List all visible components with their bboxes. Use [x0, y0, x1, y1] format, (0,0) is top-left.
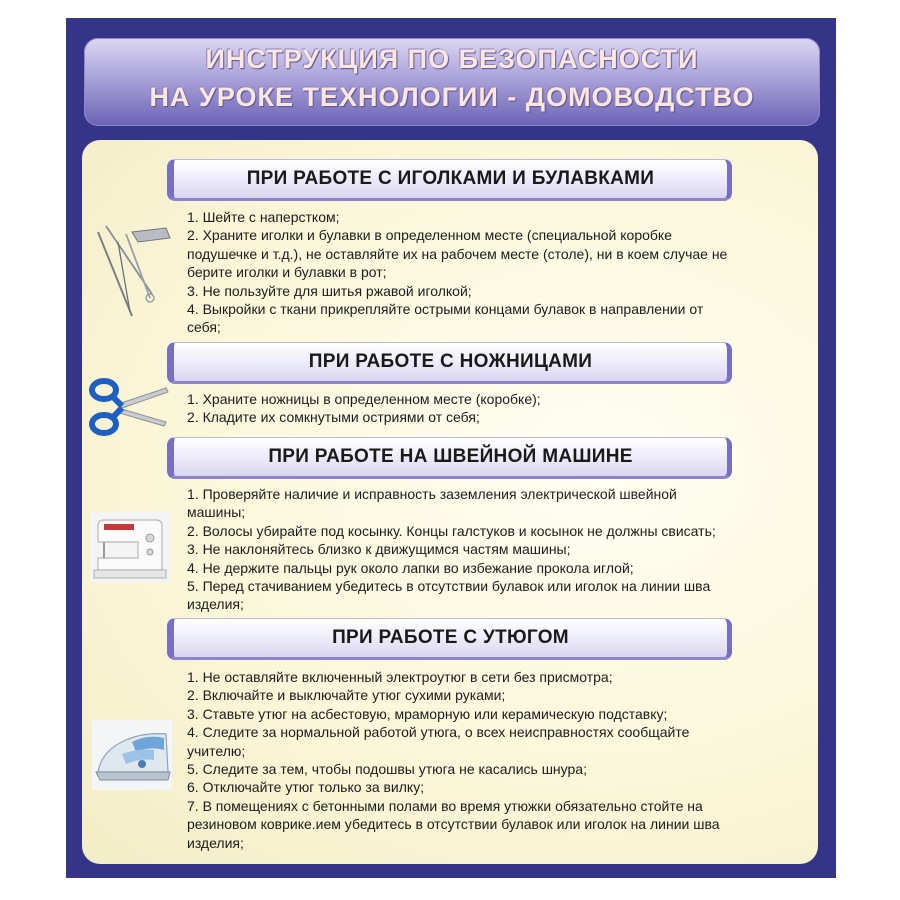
- section-heading-iron: ПРИ РАБОТЕ С УТЮГОМ: [167, 618, 732, 660]
- needles-and-pins-icon: [92, 212, 176, 327]
- rule-line: учителю;: [187, 742, 246, 759]
- rule-line: 4. Выкройки с ткани прикрепляйте острыми концами булавок в направлении от: [187, 301, 704, 318]
- rule-line: 2. Волосы убирайте под косынку. Концы галстуков и косынок не должны свисать;: [187, 522, 716, 539]
- rule-line: 5. Перед стачиванием убедитесь в отсутствии булавок или иголок на линии шва: [187, 578, 711, 595]
- sewing-machine-icon: [90, 512, 170, 587]
- rule-line: подушечке и т.д.), не оставляйте их на рабочем месте (столе), ни в коем случае не: [187, 245, 728, 262]
- section-heading-scissors: ПРИ РАБОТЕ С НОЖНИЦАМИ: [167, 342, 732, 384]
- rule-line: машины;: [187, 504, 246, 521]
- rule-line: себя;: [187, 319, 221, 336]
- section-text-iron: [187, 668, 812, 852]
- rule-line: изделия;: [187, 834, 244, 851]
- rule-line: 4. Не держите пальцы рук около лапки во избежание прокола иглой;: [187, 559, 634, 576]
- scissors-icon: [88, 374, 170, 445]
- rule-line: 1. Не оставляйте включенный электроутюг в сети без присмотра;: [187, 669, 613, 685]
- rule-line: 1. Шейте с наперстком;: [187, 209, 340, 225]
- rule-line: 1. Проверяйте наличие и исправность заземления электрической швейной: [187, 486, 677, 502]
- rule-line: 3. Не пользуйте для шитья ржавой иголкой;: [187, 282, 472, 299]
- rule-line: 3. Ставьте утюг на асбестовую, мраморную или керамическую подставку;: [187, 705, 668, 722]
- rule-line: 2. Включайте и выключайте утюг сухими руками;: [187, 687, 506, 704]
- section-text-needles: [187, 208, 812, 337]
- rule-line: изделия;: [187, 596, 244, 613]
- rule-line: 7. В помещениях с бетонными полами во время утюжки обязательно стойте на: [187, 797, 703, 814]
- rule-line: резиновом коврике.ием убедитесь в отсутствии булавок или иголок на линии шва: [187, 816, 720, 833]
- rule-line: 6. Отключайте утюг только за вилку;: [187, 779, 425, 796]
- rule-line: 3. Не наклоняйтесь близко к движущимся частям машины;: [187, 541, 571, 558]
- poster-title-line-2: НА УРОКЕ ТЕХНОЛОГИИ - ДОМОВОДСТВО: [149, 82, 755, 112]
- rule-line: 2. Храните иголки и булавки в определенном месте (специальной коробке: [187, 227, 672, 244]
- rule-line: берите иголки и булавки в рот;: [187, 264, 387, 281]
- section-heading-sewing-machine: ПРИ РАБОТЕ НА ШВЕЙНОЙ МАШИНЕ: [167, 437, 732, 479]
- iron-icon: [92, 720, 172, 795]
- rule-line: 4. Следите за нормальной работой утюга, о всех неисправностях сообщайте: [187, 724, 690, 741]
- rule-line: 1. Храните ножницы в определенном месте (коробке);: [187, 391, 541, 407]
- section-text-sewing-machine: [187, 485, 812, 614]
- section-text-scissors: [187, 390, 812, 427]
- poster-title-banner: [84, 38, 820, 126]
- section-heading-needles: ПРИ РАБОТЕ С ИГОЛКАМИ И БУЛАВКАМИ: [167, 159, 732, 201]
- rule-line: 2. Кладите их сомкнутыми остриями от себя;: [187, 409, 480, 426]
- poster-title-line-1: ИНСТРУКЦИЯ ПО БЕЗОПАСНОСТИ: [205, 44, 699, 74]
- rule-line: 5. Следите за тем, чтобы подошвы утюга не касались шнура;: [187, 761, 587, 778]
